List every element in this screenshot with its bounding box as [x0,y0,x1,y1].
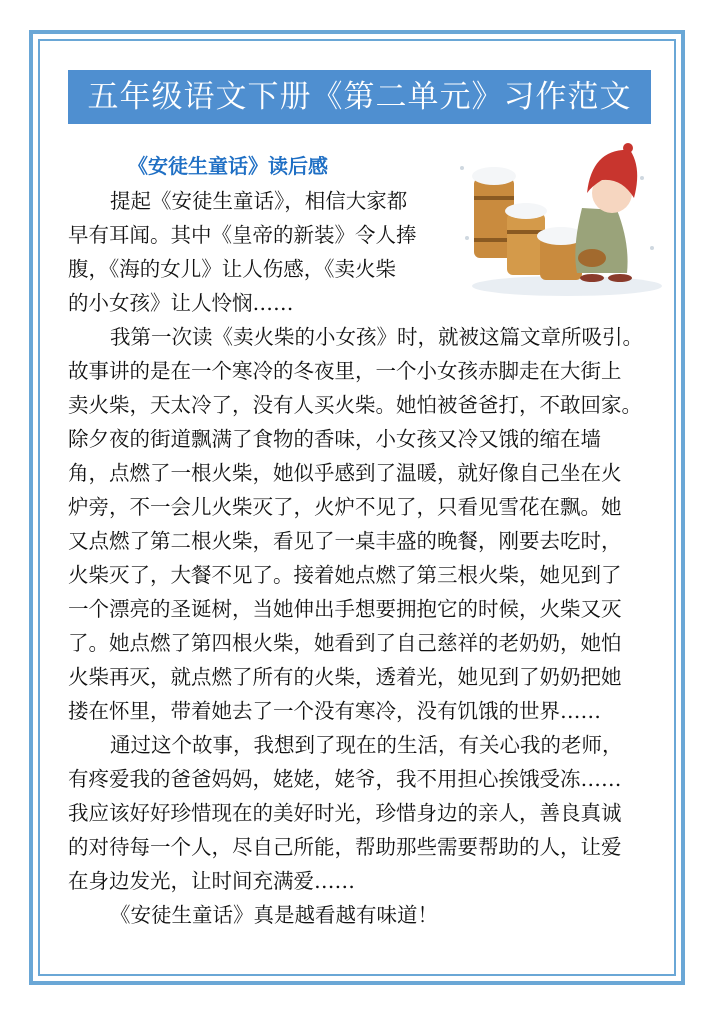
text-line: 炉旁，不一会儿火柴灭了，火炉不见了，只看见雪花在飘。她 [68,495,622,519]
text-line: 《安徒生童话》真是越看越有味道！ [110,903,438,927]
text-line: 早有耳闻。其中《皇帝的新装》令人捧 [68,223,417,247]
text-line: 火柴灭了，大餐不见了。接着她点燃了第三根火柴，她见到了 [68,563,622,587]
text-line: 除夕夜的街道飘满了食物的香味，小女孩又冷又饿的缩在墙 [68,427,601,451]
text-line: 的对待每一个人，尽自己所能，帮助那些需要帮助的人，让爱 [68,835,622,859]
text-line: 一个漂亮的圣诞树，当她伸出手想要拥抱它的时候，火柴又灭 [68,597,622,621]
text-line: 提起《安徒生童话》，相信大家都 [110,189,408,213]
text-line: 卖火柴，天太冷了，没有人买火柴。她怕被爸爸打，不敢回家。 [68,393,642,417]
text-line: 有疼爱我的爸爸妈妈，姥姥，姥爷，我不用担心挨饿受冻…… [68,767,622,791]
text-line: 故事讲的是在一个寒冷的冬夜里，一个小女孩赤脚走在大街上 [68,359,622,383]
text-line: 又点燃了第二根火柴，看见了一桌丰盛的晚餐，刚要去吃时， [68,529,622,553]
girl-with-barrels-illustration [452,138,662,298]
text-line: 的小女孩》让人怜悯…… [68,291,294,315]
text-line: 我应该好好珍惜现在的美好时光，珍惜身边的亲人，善良真诚 [68,801,622,825]
text-line: 火柴再灭，就点燃了所有的火柴，透着光，她见到了奶奶把她 [68,665,622,689]
text-line: 通过这个故事，我想到了现在的生活，有关心我的老师， [110,733,623,757]
page-title: 五年级语文下册《第二单元》习作范文 [68,70,651,124]
text-line: 在身边发光，让时间充满爱…… [68,869,355,893]
text-line: 搂在怀里，带着她去了一个没有寒冷，没有饥饿的世界…… [68,699,601,723]
text-line: 我第一次读《卖火柴的小女孩》时，就被这篇文章所吸引。 [110,325,643,349]
text-line: 腹，《海的女儿》让人伤感，《卖火柴 [68,257,396,281]
essay-subtitle: 《安徒生童话》读后感 [128,154,328,178]
text-line: 了。她点燃了第四根火柴，她看到了自己慈祥的老奶奶，她怕 [68,631,622,655]
text-line: 角，点燃了一根火柴，她似乎感到了温暖，就好像自己坐在火 [68,461,622,485]
